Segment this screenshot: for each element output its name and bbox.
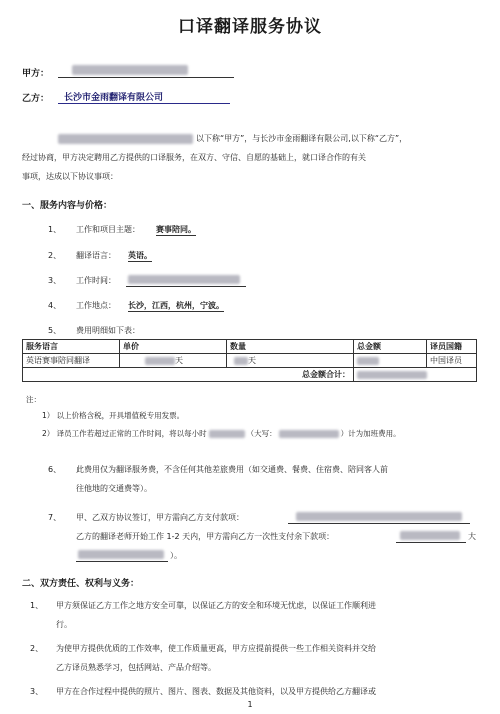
s2-item-1-line-1: 甲方须保证乙方工作之地方安全可靠，以保证乙方的安全和环境无忧虑，以保证工作顺利进 xyxy=(56,601,376,610)
s2-item-1-number: 1、 xyxy=(30,601,44,610)
header-total: 总金额 xyxy=(354,340,427,354)
item-2-number: 2、 xyxy=(48,251,62,260)
note-2 xyxy=(42,428,401,439)
table-total-row xyxy=(23,368,477,382)
s2-item-1-line-2: 行。 xyxy=(56,620,72,629)
item-7-line-2-end: 大 xyxy=(468,532,476,541)
note-1: 1） 以上价格含税，开具增值税专用发票。 xyxy=(42,411,185,420)
unit-price-unit: 天 xyxy=(175,356,183,365)
section-1-heading: 一、服务内容与价格： xyxy=(22,201,113,211)
item-6-line-1: 此费用仅为翻译服务费，不含任何其他差旅费用（如交通费、餐费、住宿费、陪同客人前 xyxy=(76,465,388,474)
total-value xyxy=(354,368,477,382)
total-label: 总金额合计： xyxy=(23,368,354,382)
header-nationality: 译员国籍 xyxy=(427,340,477,354)
notes-title: 注： xyxy=(26,395,41,404)
redacted-balance-words xyxy=(78,550,164,559)
party-a-name-field xyxy=(58,64,234,78)
section-2-heading: 二、双方责任、权利与义务： xyxy=(22,579,140,589)
item-1-value: 赛事陪同。 xyxy=(156,225,196,234)
cell-total xyxy=(354,354,427,368)
note-2-part-a: 2） 译员工作若超过正常的工作时间，将以每小时 xyxy=(42,429,207,438)
redacted-overtime-rate xyxy=(209,430,245,438)
item-3-label: 工作时间： xyxy=(76,276,116,285)
item-7-number: 7、 xyxy=(48,513,62,522)
balance-field xyxy=(396,530,466,543)
item-4-number: 4、 xyxy=(48,301,62,310)
item-2-label: 翻译语言： xyxy=(76,251,116,260)
item-7-line-2: 乙方的翻译老师开始工作 1-2 天内，甲方需向乙方一次性支付余下款项： xyxy=(76,532,335,541)
page-number: 1 xyxy=(247,700,253,709)
intro-line-2: 经过协商，甲方决定聘用乙方提供的口译服务，在双方、守信、自愿的基础上，就口译合作的有关 xyxy=(22,153,366,162)
item-3-number: 3、 xyxy=(48,276,62,285)
s2-item-2-number: 2、 xyxy=(30,644,44,653)
header-language: 服务语言 xyxy=(23,340,120,354)
item-5-number: 5、 xyxy=(48,326,62,335)
redacted-grand-total xyxy=(357,371,427,379)
redacted-unit-price xyxy=(145,357,175,365)
page-title: 口译翻译服务协议 xyxy=(178,17,322,37)
redacted-balance xyxy=(400,531,460,540)
redacted-total xyxy=(357,357,379,365)
redacted-overtime-rate-words xyxy=(279,430,339,438)
item-4-value: 长沙，江西，杭州，宁波。 xyxy=(128,301,224,310)
cell-nationality: 中国译员 xyxy=(427,354,477,368)
header-quantity: 数量 xyxy=(227,340,354,354)
balance-words-field xyxy=(76,549,168,562)
deposit-field xyxy=(288,511,470,524)
intro-line-1: 以下称“甲方”，与长沙市金雨翻译有限公司,以下称“乙方”， xyxy=(196,134,408,143)
item-5-label: 费用明细如下表： xyxy=(76,326,140,335)
item-4-label: 工作地点： xyxy=(76,301,116,310)
party-b-name: 长沙市金雨翻译有限公司 xyxy=(58,90,230,104)
redacted-party-a-intro xyxy=(58,134,193,144)
cell-unit-price xyxy=(120,354,227,368)
redacted-party-a-name xyxy=(72,65,188,75)
s2-item-2-line-1: 为使甲方提供优质的工作效率，使工作质量更高，甲方应提前提供一些工作相关资料并交给 xyxy=(56,644,376,653)
redacted-work-time xyxy=(128,275,240,284)
item-1-label: 工作和项目主题： xyxy=(76,225,140,234)
cell-language: 英语赛事陪同翻译 xyxy=(23,354,120,368)
s2-item-2-line-2: 乙方译员熟悉学习，包括网站、产品介绍等。 xyxy=(56,663,216,672)
work-time-field xyxy=(126,274,246,287)
redacted-deposit xyxy=(296,512,462,521)
item-1-number: 1、 xyxy=(48,225,62,234)
party-b-label: 乙方： xyxy=(22,94,50,104)
redacted-quantity xyxy=(234,357,248,365)
item-7-line-3-end: ）。 xyxy=(170,551,182,560)
s2-item-3-line-1: 甲方在合作过程中提供的照片、图片、图表、数据及其他资料，以及甲方提供给乙方翻译或 xyxy=(56,687,376,696)
intro-line-3: 事项，达成以下协议事项： xyxy=(22,172,118,181)
item-6-number: 6、 xyxy=(48,465,62,474)
item-7-line-1: 甲、乙双方协议签订，甲方需向乙方支付款项： xyxy=(76,513,244,522)
cell-quantity xyxy=(227,354,354,368)
fee-table-header-row xyxy=(23,340,477,354)
table-row xyxy=(23,354,477,368)
party-a-label: 甲方： xyxy=(22,69,50,79)
note-2-part-b: （大写： xyxy=(246,429,277,438)
quantity-unit: 天 xyxy=(248,356,256,365)
note-2-part-c: ）计为加班费用。 xyxy=(340,429,401,438)
item-6-line-2: 往他地的交通费等）。 xyxy=(76,484,152,493)
header-unit-price: 单价 xyxy=(120,340,227,354)
fee-table xyxy=(22,339,477,382)
s2-item-3-number: 3、 xyxy=(30,687,44,696)
item-2-value: 英语。 xyxy=(128,251,152,260)
